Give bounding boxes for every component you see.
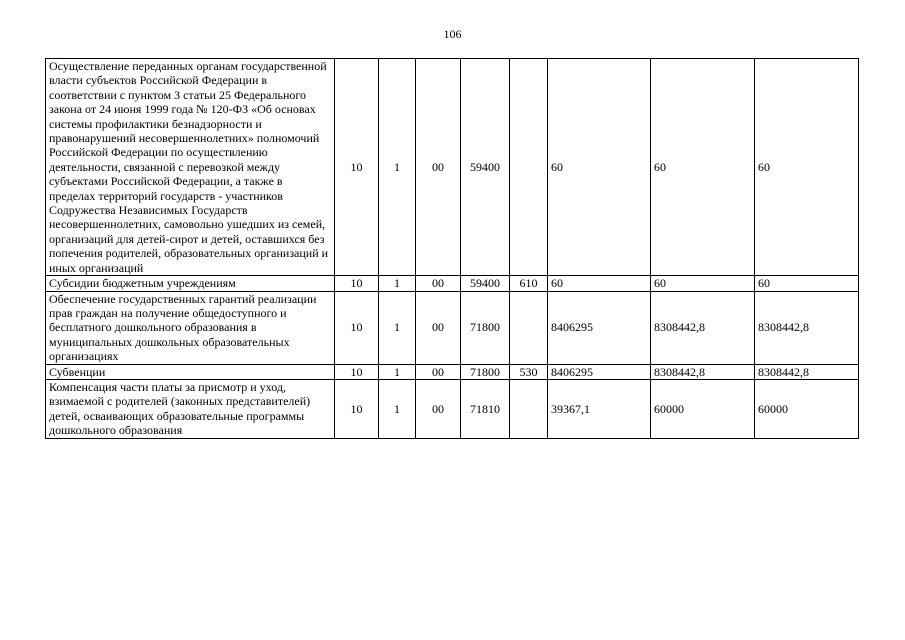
section-cell: 10 [335, 276, 379, 291]
article-cell: 59400 [461, 59, 510, 276]
section-cell: 10 [335, 291, 379, 364]
program-cell: 00 [416, 276, 461, 291]
amount-cell-2: 60000 [651, 379, 755, 438]
expense-type-cell [510, 291, 548, 364]
subsection-cell: 1 [379, 59, 416, 276]
section-cell: 10 [335, 59, 379, 276]
amount-cell-1: 8406295 [548, 364, 651, 379]
table-row [46, 291, 859, 364]
table-row [46, 364, 859, 379]
amount-cell-1: 39367,1 [548, 379, 651, 438]
amount-cell-3: 8308442,8 [755, 291, 859, 364]
amount-cell-3: 60000 [755, 379, 859, 438]
amount-cell-3: 60 [755, 276, 859, 291]
row-name-cell: Обеспечение государственных гарантий реализации прав граждан на получение общедоступного и бесплатного дошкольного образования в муниципальных дошкольных образовательных организациях [46, 291, 335, 364]
article-cell: 59400 [461, 276, 510, 291]
amount-cell-3: 8308442,8 [755, 364, 859, 379]
expense-type-cell [510, 379, 548, 438]
budget-table [45, 58, 859, 439]
program-cell: 00 [416, 59, 461, 276]
subsection-cell: 1 [379, 379, 416, 438]
row-name-cell: Субвенции [46, 364, 335, 379]
section-cell: 10 [335, 379, 379, 438]
row-name-cell: Субсидии бюджетным учреждениям [46, 276, 335, 291]
row-name-cell: Компенсация части платы за присмотр и уход, взимаемой с родителей (законных представителей) детей, осваивающих образовательные программы дошкольного образования [46, 379, 335, 438]
row-name-cell: Осуществление переданных органам государственной власти субъектов Российской Федерации в соответствии с пунктом 3 статьи 25 Федерального закона от 24 июня 1999 года № 120-ФЗ «Об основах системы профилактики безнадзорности и правонарушений несовершеннолетних» полномочий Российской Федерации по осуществлению деятельности, связанной с перевозкой между субъектами Российской Федерации, а также в пределах территорий государств - участников Содружества Независимых Государств несовершеннолетних, самовольно ушедших из семей, организаций для детей-сирот и детей, оставшихся без попечения родителей, образовательных организаций и иных организаций [46, 59, 335, 276]
section-cell: 10 [335, 364, 379, 379]
table-row [46, 379, 859, 438]
amount-cell-2: 60 [651, 276, 755, 291]
amount-cell-1: 60 [548, 59, 651, 276]
amount-cell-1: 60 [548, 276, 651, 291]
subsection-cell: 1 [379, 276, 416, 291]
table-row [46, 59, 859, 276]
subsection-cell: 1 [379, 364, 416, 379]
table-row [46, 276, 859, 291]
amount-cell-3: 60 [755, 59, 859, 276]
program-cell: 00 [416, 379, 461, 438]
subsection-cell: 1 [379, 291, 416, 364]
amount-cell-2: 8308442,8 [651, 291, 755, 364]
expense-type-cell: 610 [510, 276, 548, 291]
expense-type-cell [510, 59, 548, 276]
expense-type-cell: 530 [510, 364, 548, 379]
article-cell: 71810 [461, 379, 510, 438]
amount-cell-1: 8406295 [548, 291, 651, 364]
page-number: 106 [443, 27, 462, 41]
amount-cell-2: 60 [651, 59, 755, 276]
article-cell: 71800 [461, 364, 510, 379]
amount-cell-2: 8308442,8 [651, 364, 755, 379]
program-cell: 00 [416, 291, 461, 364]
program-cell: 00 [416, 364, 461, 379]
article-cell: 71800 [461, 291, 510, 364]
